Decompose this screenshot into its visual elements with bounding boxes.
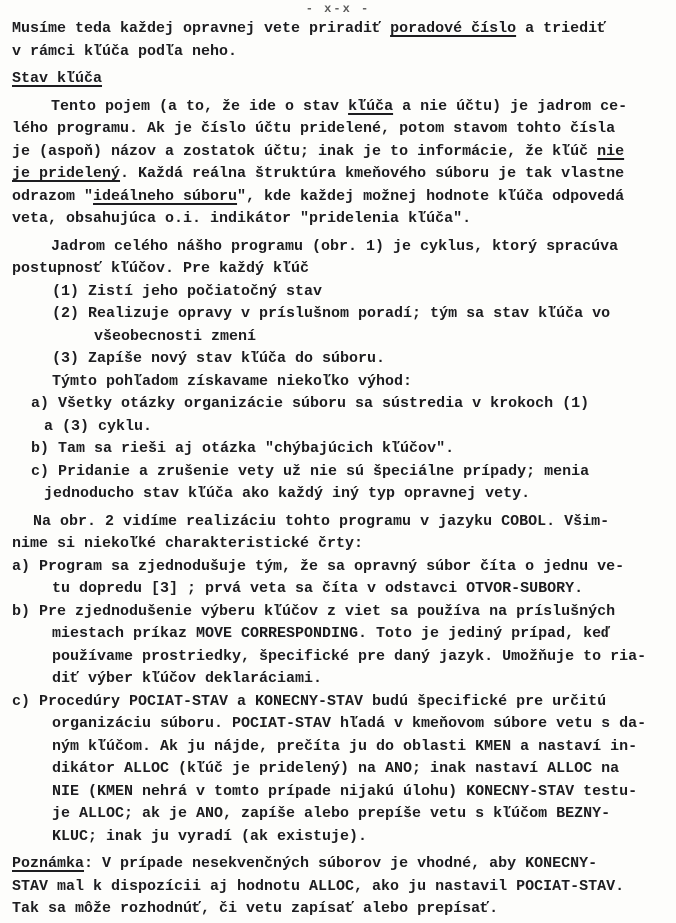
text-segment: Tak sa môže rozhodnúť, či vetu zapísať alebo prepísať. — [12, 900, 499, 917]
underlined-text: kľúča — [348, 97, 394, 115]
text-line — [0, 303, 676, 326]
text-line — [0, 371, 676, 394]
text-segment: jednoducho stav kľúča ako každý iný typ opravnej vety. — [44, 485, 531, 502]
section-heading — [0, 68, 676, 91]
text-segment: STAV mal k dispozícii aj hodnotu ALLOC, ako ju nastavil POCIAT-STAV. — [12, 877, 625, 895]
underlined-text: Poznámka — [12, 855, 85, 872]
text-line — [0, 258, 676, 281]
underlined-text: poradové číslo — [390, 20, 517, 37]
text-segment: je ALLOC; ak je ANO, zapíše alebo prepíše vetu s kľúčom BEZNY- — [52, 805, 611, 822]
text-segment: (1) Zistí jeho počiatočný stav — [52, 282, 323, 300]
text-line — [0, 781, 676, 804]
text-line — [0, 646, 676, 669]
text-segment: Týmto pohľadom získavame niekoľko výhod: — [52, 372, 413, 390]
text-segment: nime si niekoľké charakteristické črty: — [12, 535, 364, 552]
text-segment: Na obr. 2 vidíme realizáciu tohto programu v jazyku COBOL. Všim- — [33, 512, 610, 530]
text-line — [0, 578, 676, 601]
text-segment: b) Tam sa rieši aj otázka "chýbajúcich kľúčov". — [31, 440, 455, 457]
text-segment: c) Procedúry POCIAT-STAV a KONECNY-STAV budú špecifické pre určitú — [12, 692, 607, 710]
text-segment: a (3) cyklu. — [44, 417, 153, 435]
text-line — [0, 668, 676, 691]
text-segment: a) Program sa zjednodušuje tým, že sa opravný súbor číta o jednu ve- — [12, 557, 625, 575]
text-line — [0, 96, 676, 119]
text-segment: odrazom " — [12, 187, 94, 205]
text-line — [0, 18, 676, 41]
underlined-text: Stav kľúča — [12, 70, 103, 87]
text-line — [0, 803, 676, 826]
text-segment: a triediť — [516, 20, 607, 37]
text-line — [0, 281, 676, 304]
text-line — [0, 348, 676, 371]
underlined-text: ideálneho súboru — [93, 187, 238, 205]
text-line — [0, 898, 676, 921]
text-line — [0, 483, 676, 506]
text-line — [0, 41, 676, 64]
text-line — [0, 876, 676, 899]
text-segment: KLUC; inak ju vyradí (ak existuje). — [52, 827, 368, 845]
text-line — [0, 623, 676, 646]
text-segment: Jadrom celého nášho programu (obr. 1) je cyklus, ktorý spracúva — [51, 237, 619, 255]
text-line — [0, 438, 676, 461]
text-segment: používame prostriedky, špecifické pre daný jazyk. Umožňuje to ria- — [52, 647, 647, 665]
text-line — [0, 691, 676, 714]
text-line — [0, 118, 676, 141]
text-segment: lého programu. Ak je číslo účtu pridelené, potom stavom tohto čísla — [12, 120, 616, 137]
text-segment: postupnosť kľúčov. Pre každý kľúč — [12, 260, 310, 277]
text-line — [0, 186, 676, 209]
text-line — [0, 326, 676, 349]
text-segment: c) Pridanie a zrušenie vety už nie sú špeciálne prípady; menia — [31, 462, 590, 480]
text-segment: : V prípade nesekvenčných súborov je vhodné, aby KONECNY- — [84, 855, 598, 872]
text-line — [0, 601, 676, 624]
text-segment: (2) Realizuje opravy v príslušnom poradí; tým sa stav kľúča vo — [52, 305, 611, 322]
text-segment: miestach príkaz MOVE CORRESPONDING. Toto je jediný prípad, keď — [52, 625, 611, 642]
text-segment: a) Všetky otázky organizácie súboru sa sústredia v krokoch (1) — [31, 395, 590, 412]
text-line — [0, 141, 676, 164]
text-segment: Musíme teda každej opravnej vete priradiť — [12, 20, 391, 37]
text-segment: dikátor ALLOC (kľúč je pridelený) na ANO; inak nastaví ALLOC na — [52, 760, 620, 777]
text-line — [0, 758, 676, 781]
text-line — [0, 533, 676, 556]
text-line — [0, 511, 676, 534]
text-line — [0, 236, 676, 259]
text-segment: . Každá reálna štruktúra kmeňového súboru je tak vlastne — [120, 165, 625, 182]
text-line — [0, 208, 676, 231]
text-segment: ", kde každej možnej hodnote kľúča odpovedá — [237, 187, 625, 205]
text-line — [0, 461, 676, 484]
text-segment: veta, obsahujúca o.i. indikátor "pridelenia kľúča". — [12, 210, 472, 227]
text-segment: b) Pre zjednodušenie výberu kľúčov z viet sa používa na príslušných — [12, 602, 616, 620]
text-segment: v rámci kľúča podľa neho. — [12, 42, 238, 60]
text-line — [0, 853, 676, 876]
text-segment: diť výber kľúčov deklaráciami. — [52, 670, 323, 687]
text-segment: Tento pojem (a to, že ide o stav — [51, 97, 349, 115]
text-segment: ným kľúčom. Ak ju nájde, prečíta ju do oblasti KMEN a nastaví in- — [52, 737, 638, 755]
text-segment: NIE (KMEN nehrá v tomto prípade nijakú úlohu) KONECNY-STAV testu- — [52, 782, 638, 800]
page-number: - x-x - — [305, 2, 371, 16]
document-body — [0, 18, 676, 921]
text-segment: je (aspoň) názov a zostatok účtu; inak je to informácie, že kľúč — [12, 142, 598, 160]
underlined-text: nie — [597, 142, 625, 160]
text-segment: organizáciu súboru. POCIAT-STAV hľadá v kmeňovom súbore vetu s da- — [52, 715, 647, 732]
text-segment: všeobecnosti zmení — [94, 327, 257, 345]
text-line — [0, 713, 676, 736]
underlined-text: je pridelený — [12, 165, 121, 182]
text-line — [0, 393, 676, 416]
text-line — [0, 556, 676, 579]
text-segment: (3) Zapíše nový stav kľúča do súboru. — [52, 350, 386, 367]
text-line — [0, 736, 676, 759]
text-segment: tu dopredu [3] ; prvá veta sa číta v odstavci OTVOR-SUBORY. — [52, 580, 584, 597]
text-line — [0, 826, 676, 849]
text-line — [0, 163, 676, 186]
text-segment: a nie účtu) je jadrom ce- — [393, 97, 628, 115]
text-line — [0, 416, 676, 439]
